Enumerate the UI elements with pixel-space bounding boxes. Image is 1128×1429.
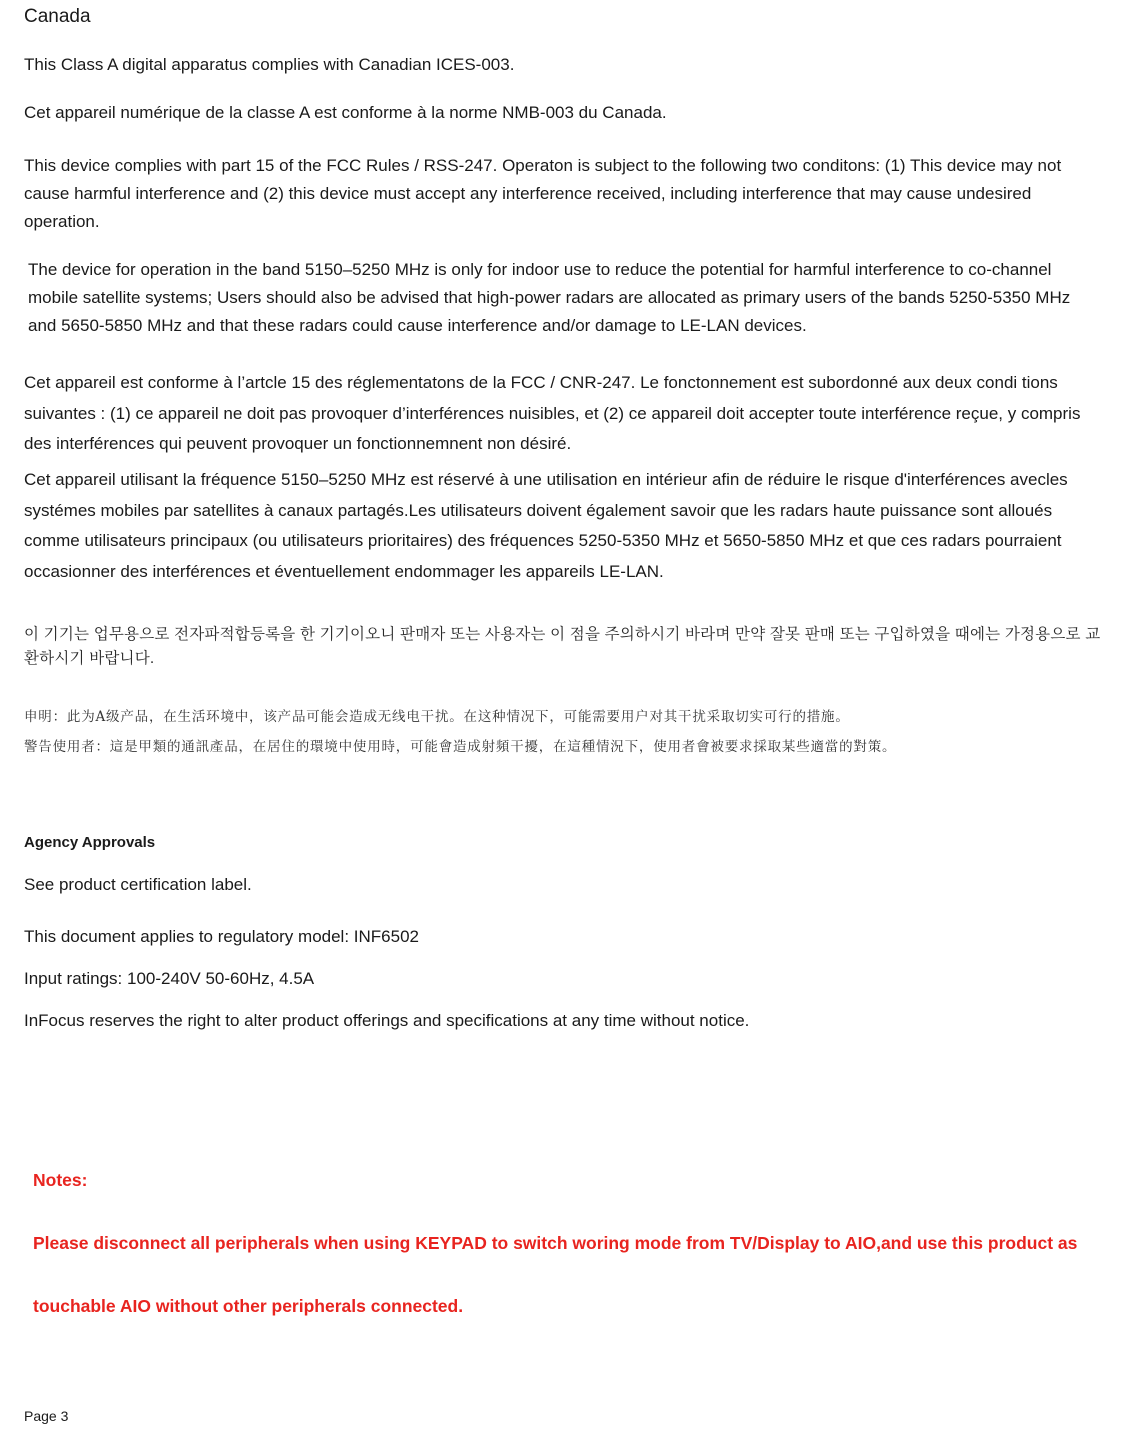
agency-approvals-text: See product certification label. <box>24 875 252 894</box>
input-ratings-line <box>24 965 1104 993</box>
chinese-traditional-statement: 警告使用者：這是甲類的通訊產品，在居住的環境中使用時，可能會造成射頻干擾，在這種情況下，使用者會被要求採取某些適當的對策。 <box>24 739 897 755</box>
notes-line-1: Please disconnect all peripherals when using KEYPAD to switch woring mode from TV/Display to AIO,and use this product as <box>33 1233 1078 1253</box>
ices-french-statement: Cet appareil numérique de la classe A est conforme à la norme NMB-003 du Canada. <box>24 103 667 122</box>
ices-english-statement: This Class A digital apparatus complies with Canadian ICES-003. <box>24 55 515 74</box>
band-english-paragraph: The device for operation in the band 5150–5250 MHz is only for indoor use to reduce the potential for harmful interference to co-channel mobile satellite systems; Users should also be advised that high-power radars are allocated as primary users of the bands 5250-5350 MHz and 5650-5850 MHz and that these radars could cause interference and/or damage to LE-LAN devices. <box>28 260 1071 335</box>
input-ratings-label: Input ratings: <box>24 969 123 988</box>
regulatory-model-label: This document applies to regulatory model: <box>24 927 350 946</box>
input-ratings-value: 100-240V 50-60Hz, 4.5A <box>127 969 315 988</box>
fcc-english-paragraph: This device complies with part 15 of the FCC Rules / RSS-247. Operaton is subject to the following two conditons: (1) This device may not cause harmful interference and (2) this device must accept any interference received, including interference that may cause undesired operation. <box>24 156 1062 231</box>
band-french-paragraph: Cet appareil utilisant la fréquence 5150–5250 MHz est réservé à une utilisation en intérieur afin de réduire le risque d'interférences avecles systémes mobiles par satellites à canaux partagés.Les utilisateurs doivent également savoir que les radars haute puissance sont alloués comme utilisateurs principaux (ou utilisateurs prioritaires) des fréquences 5250-5350 MHz et 5650-5850 MHz et que ces radars pourraient occasionner des interférences et éventuellement endommager les appareils LE-LAN. <box>24 470 1068 581</box>
regulatory-model-value: INF6502 <box>353 927 419 946</box>
chinese-simplified-statement: 申明：此为A级产品，在生活环境中，该产品可能会造成无线电干扰。在这种情况下，可能需要用户对其干扰采取切实可行的措施。 <box>24 709 850 725</box>
section-heading-canada: Canada <box>24 6 91 27</box>
fcc-french-paragraph: Cet appareil est conforme à l’artcle 15 des réglementatons de la FCC / CNR-247. Le fonctonnement est subordonné aux deux condi tions suivantes : (1) ce appareil ne doit pas provoquer d’interférences nuisibles, et (2) ce appareil doit accepter toute interférence reçue, y compris des interférences qui peuvent provoquer un fonctionnemnent non désiré. <box>24 373 1081 453</box>
regulatory-model-line <box>24 923 1104 951</box>
agency-approvals-heading: Agency Approvals <box>24 834 156 851</box>
page-number: Page 3 <box>24 1408 69 1424</box>
specifications-notice: InFocus reserves the right to alter product offerings and specifications at any time without notice. <box>24 1011 750 1030</box>
notes-heading: Notes: <box>33 1170 88 1190</box>
korean-statement: 이 기기는 업무용으로 전자파적합등록을 한 기기이오니 판매자 또는 사용자는 이 점을 주의하시기 바라며 만약 잘못 판매 또는 구입하였을 때에는 가정용으로 교환하시기 바랍니다. <box>24 626 1101 667</box>
notes-line-2: touchable AIO without other peripherals connected. <box>33 1296 464 1316</box>
